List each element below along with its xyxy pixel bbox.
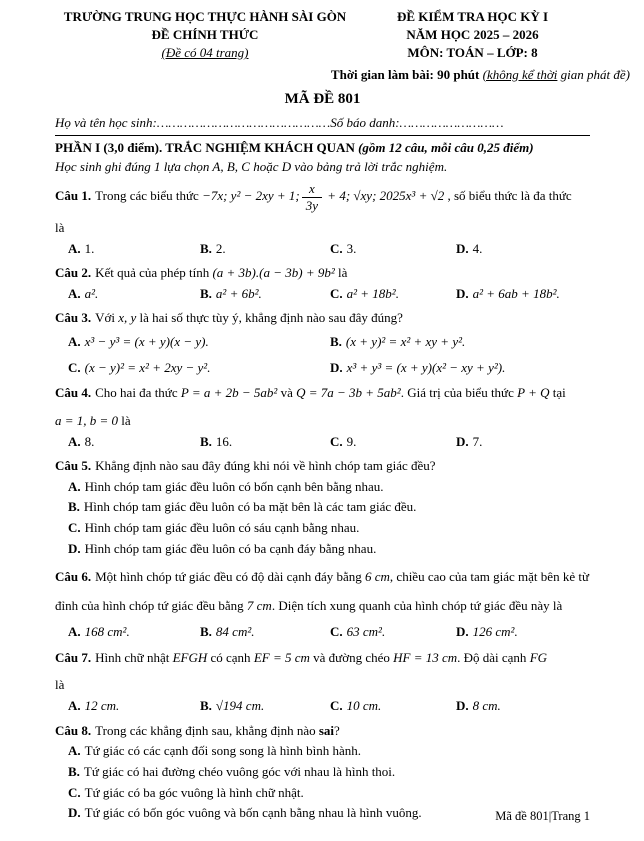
option-key: D.	[456, 698, 469, 714]
option-text: 7.	[472, 433, 483, 449]
option-key: D.	[456, 286, 469, 302]
option-key: A.	[68, 743, 81, 759]
option-a	[68, 742, 590, 760]
math-expression: −7x; y² − 2xy + 1;	[202, 188, 300, 204]
option-a	[68, 285, 200, 303]
option-key: B.	[68, 764, 80, 780]
option-a	[68, 697, 200, 715]
option-text: a² + 6b².	[215, 286, 262, 302]
option-b	[200, 285, 330, 303]
fraction-denominator: 3y	[305, 197, 319, 213]
option-key: A.	[68, 698, 81, 714]
option-text: a² + 6ab + 18b².	[472, 286, 560, 302]
section-instruction: Học sinh ghi đúng 1 lựa chọn A, B, C hoặc D vào bảng trả lời trắc nghiệm.	[55, 159, 448, 175]
option-text: (x + y)² = x² + xy + y².	[345, 333, 466, 349]
option-key: B.	[200, 698, 212, 714]
option-text: 126 cm².	[472, 624, 518, 640]
option-key: D.	[68, 540, 81, 556]
student-name-label: Họ và tên học sinh:	[55, 114, 157, 130]
exam-title: ĐỀ KIỂM TRA HỌC KỲ I	[396, 9, 549, 24]
question-text-run: là	[118, 412, 131, 428]
option-key: B.	[200, 240, 212, 256]
option-key: B.	[200, 286, 212, 302]
option-key: A.	[68, 240, 81, 256]
option-text: x³ − y³ = (x + y)(x − y).	[84, 333, 209, 349]
question-2	[55, 264, 590, 303]
option-text: 3.	[346, 240, 357, 256]
option-key: B.	[68, 499, 80, 515]
header	[55, 8, 590, 63]
question-text-run: Kết quả của phép tính	[95, 264, 213, 280]
options-row	[68, 697, 590, 715]
option-key: D.	[456, 624, 469, 640]
math-expression: (a + 3b).(a − 3b) + 9b²	[212, 264, 335, 280]
option-text: Hình chóp tam giác đều luôn có sáu cạnh bằng nhau.	[84, 520, 360, 536]
math-expression: P + Q	[517, 384, 550, 400]
section-title-bold: PHẦN I (3,0 điểm). TRẮC NGHIỆM KHÁCH QUAN	[55, 139, 359, 155]
options-row	[68, 433, 590, 451]
question-text-run: ?	[334, 722, 340, 738]
option-text: 8 cm.	[472, 698, 501, 714]
option-text: Tứ giác có hai đường chéo vuông góc với nhau là hình thoi.	[83, 764, 396, 780]
option-text: √194 cm.	[215, 698, 265, 714]
question-text	[55, 309, 590, 327]
math-expression: HF = 13 cm	[393, 649, 458, 665]
option-key: C.	[330, 240, 343, 256]
option-text: Tứ giác có ba góc vuông là hình chữ nhật.	[84, 784, 304, 800]
option-b	[68, 498, 590, 516]
option-b	[330, 333, 590, 351]
option-key: A.	[68, 478, 81, 494]
option-text: 12 cm.	[84, 698, 120, 714]
option-text: 1.	[84, 240, 95, 256]
option-b	[200, 433, 330, 451]
option-a	[68, 333, 330, 351]
question-text-run: Một hình chóp tứ giác đều có độ dài cạnh đáy bằng	[95, 568, 365, 584]
question-text-run: . Diện tích xung quanh của hình chóp tứ giác đều này là	[271, 598, 563, 614]
duration-italic-underlined: (không kể thời	[482, 66, 558, 82]
option-key: D.	[456, 433, 469, 449]
question-text	[55, 457, 590, 475]
option-c	[68, 519, 590, 537]
section-divider	[55, 135, 590, 136]
question-label: Câu 5.	[55, 457, 92, 473]
question-label: Câu 3.	[55, 310, 92, 326]
exam-code: MÃ ĐỀ 801	[284, 90, 361, 107]
option-key: C.	[330, 698, 343, 714]
school-name: TRƯỜNG TRUNG HỌC THỰC HÀNH SÀI GÒN	[63, 9, 347, 24]
option-b	[200, 240, 330, 258]
exam-type: ĐỀ CHÍNH THỨC	[151, 27, 259, 43]
math-expression: + 4; √xy; 2025x³ + √2	[324, 188, 445, 204]
question-text-continued	[55, 412, 590, 430]
option-d	[330, 359, 590, 377]
question-text-run: , chiều cao của tam giác mặt bên kẻ từ đỉnh của hình chóp tứ giác đều bằng	[55, 568, 589, 614]
option-c	[330, 623, 456, 641]
question-text-run: Trong các khẳng định sau, khẳng định nào	[95, 722, 319, 738]
question-text-continued: là	[55, 677, 65, 693]
question-text-run: Trong các biểu thức	[95, 188, 203, 204]
option-text: 63 cm².	[346, 624, 386, 640]
question-text-run: Khẳng định nào sau đây đúng khi nói về hình chóp tam giác đều?	[95, 457, 436, 473]
option-key: B.	[200, 433, 212, 449]
option-c	[330, 240, 456, 258]
option-a	[68, 478, 590, 496]
option-text: (x − y)² = x² + 2xy − y².	[84, 359, 211, 375]
question-text-run: Hình chữ nhật	[95, 649, 173, 665]
option-text: 168 cm².	[84, 624, 130, 640]
option-b	[200, 697, 330, 715]
option-c	[330, 285, 456, 303]
option-key: D.	[456, 240, 469, 256]
question-label: Câu 4.	[55, 384, 92, 400]
school-year: NĂM HỌC 2025 – 2026	[406, 27, 539, 43]
option-key: B.	[330, 333, 342, 349]
question-3	[55, 309, 590, 377]
options-list	[68, 478, 590, 558]
student-info-line	[55, 114, 590, 132]
question-text-run: có cạnh	[207, 649, 254, 665]
option-c	[330, 433, 456, 451]
header-left	[55, 8, 355, 63]
math-expression: 7 cm	[246, 598, 272, 614]
section-title-italic: (gồm 12 câu, mỗi câu 0,25 điểm)	[358, 139, 534, 155]
page-footer: Mã đề 801|Trang 1	[495, 808, 590, 823]
option-d	[456, 623, 590, 641]
option-text: Hình chóp tam giác đều luôn có ba cạnh đáy bằng nhau.	[84, 540, 377, 556]
math-expression: x, y	[118, 310, 137, 326]
option-text: a².	[84, 286, 99, 302]
option-d	[456, 285, 590, 303]
option-key: C.	[330, 624, 343, 640]
math-expression: EFGH	[172, 649, 208, 665]
question-text	[55, 264, 590, 282]
fraction-numerator: x	[302, 182, 322, 198]
question-text	[55, 562, 590, 621]
option-text: 2.	[215, 240, 226, 256]
option-text: Tứ giác có các cạnh đối song song là hình bình hành.	[84, 743, 362, 759]
option-d	[68, 540, 590, 558]
option-key: D.	[330, 359, 343, 375]
duration-line	[55, 66, 630, 84]
question-text-run: và	[277, 384, 297, 400]
option-text: a² + 18b².	[346, 286, 399, 302]
options-row	[68, 240, 590, 258]
duration-italic-rest: gian phát đề)	[557, 66, 630, 82]
math-expression: a = 1, b = 0	[55, 412, 119, 428]
emphasized-word: sai	[318, 722, 335, 738]
option-text: Hình chóp tam giác đều luôn có bốn cạnh bên bằng nhau.	[84, 478, 384, 494]
question-1	[55, 182, 590, 258]
options-row	[68, 623, 590, 641]
question-5	[55, 457, 590, 558]
question-text-run: . Giá trị của biểu thức	[400, 384, 518, 400]
option-b	[200, 623, 330, 641]
options-grid	[68, 333, 590, 377]
option-key: D.	[68, 805, 81, 821]
option-text: Hình chóp tam giác đều luôn có ba mặt bên là các tam giác đều.	[83, 499, 417, 515]
option-c	[68, 359, 330, 377]
math-expression: Q = 7a − 3b + 5ab²	[296, 384, 401, 400]
page-count-note: (Đề có 04 trang)	[161, 45, 249, 61]
question-text	[55, 182, 590, 212]
question-label: Câu 1.	[55, 188, 92, 204]
math-expression: FG	[529, 649, 548, 665]
question-label: Câu 8.	[55, 722, 92, 738]
question-text-run: , số biểu thức là đa thức	[444, 188, 572, 204]
option-d	[456, 433, 590, 451]
question-text-continued: là	[55, 219, 65, 235]
question-text-run: tại	[549, 384, 566, 400]
option-text: 10 cm.	[346, 698, 382, 714]
math-expression: 6 cm	[365, 568, 390, 584]
options-row	[68, 285, 590, 303]
question-text-run: và đường chéo	[309, 649, 394, 665]
question-text-run: là	[334, 264, 348, 280]
subject-line: MÔN: TOÁN – LỚP: 8	[407, 45, 538, 61]
option-key: C.	[68, 359, 81, 375]
option-key: A.	[68, 333, 81, 349]
option-c	[330, 697, 456, 715]
student-name-dotted-line: ………………………………………	[156, 114, 331, 130]
option-b	[68, 763, 590, 781]
math-expression: P = a + 2b − 5ab²	[180, 384, 278, 400]
option-text: Tứ giác có bốn góc vuông và bốn cạnh bằng nhau là hình vuông.	[84, 805, 422, 821]
question-4	[55, 381, 590, 451]
option-text: 16.	[215, 433, 233, 449]
option-text: 9.	[346, 433, 357, 449]
option-key: A.	[68, 286, 81, 302]
option-text: 4.	[472, 240, 483, 256]
question-text	[55, 646, 590, 671]
question-text-run: Với	[95, 310, 119, 326]
option-text: x³ + y³ = (x + y)(x² − xy + y²).	[346, 359, 506, 375]
option-text: 84 cm².	[215, 624, 255, 640]
option-a	[68, 623, 200, 641]
fraction	[302, 182, 322, 212]
question-text-run: là hai số thực tùy ý, khẳng định nào sau đây đúng?	[136, 310, 403, 326]
option-a	[68, 433, 200, 451]
option-key: C.	[330, 433, 343, 449]
option-key: C.	[68, 520, 81, 536]
option-d	[456, 240, 590, 258]
option-key: C.	[330, 286, 343, 302]
option-key: A.	[68, 624, 81, 640]
header-right	[355, 8, 590, 63]
question-label: Câu 6.	[55, 568, 92, 584]
option-key: B.	[200, 624, 212, 640]
question-text-run: . Độ dài cạnh	[457, 649, 530, 665]
option-d	[456, 697, 590, 715]
candidate-number-dotted-line: ………………………	[399, 114, 504, 130]
duration-bold: Thời gian làm bài: 90 phút	[330, 66, 483, 82]
section-title	[55, 139, 590, 157]
option-text: 8.	[84, 433, 95, 449]
question-label: Câu 7.	[55, 649, 92, 665]
candidate-number-label: Số báo danh:	[330, 114, 400, 130]
option-key: A.	[68, 433, 81, 449]
option-c	[68, 784, 590, 802]
option-key: C.	[68, 784, 81, 800]
question-text	[55, 381, 590, 406]
option-a	[68, 240, 200, 258]
question-text	[55, 722, 590, 740]
question-label: Câu 2.	[55, 264, 92, 280]
question-6	[55, 562, 590, 642]
math-expression: EF = 5 cm	[253, 649, 310, 665]
question-text-run: Cho hai đa thức	[95, 384, 181, 400]
question-7	[55, 646, 590, 716]
